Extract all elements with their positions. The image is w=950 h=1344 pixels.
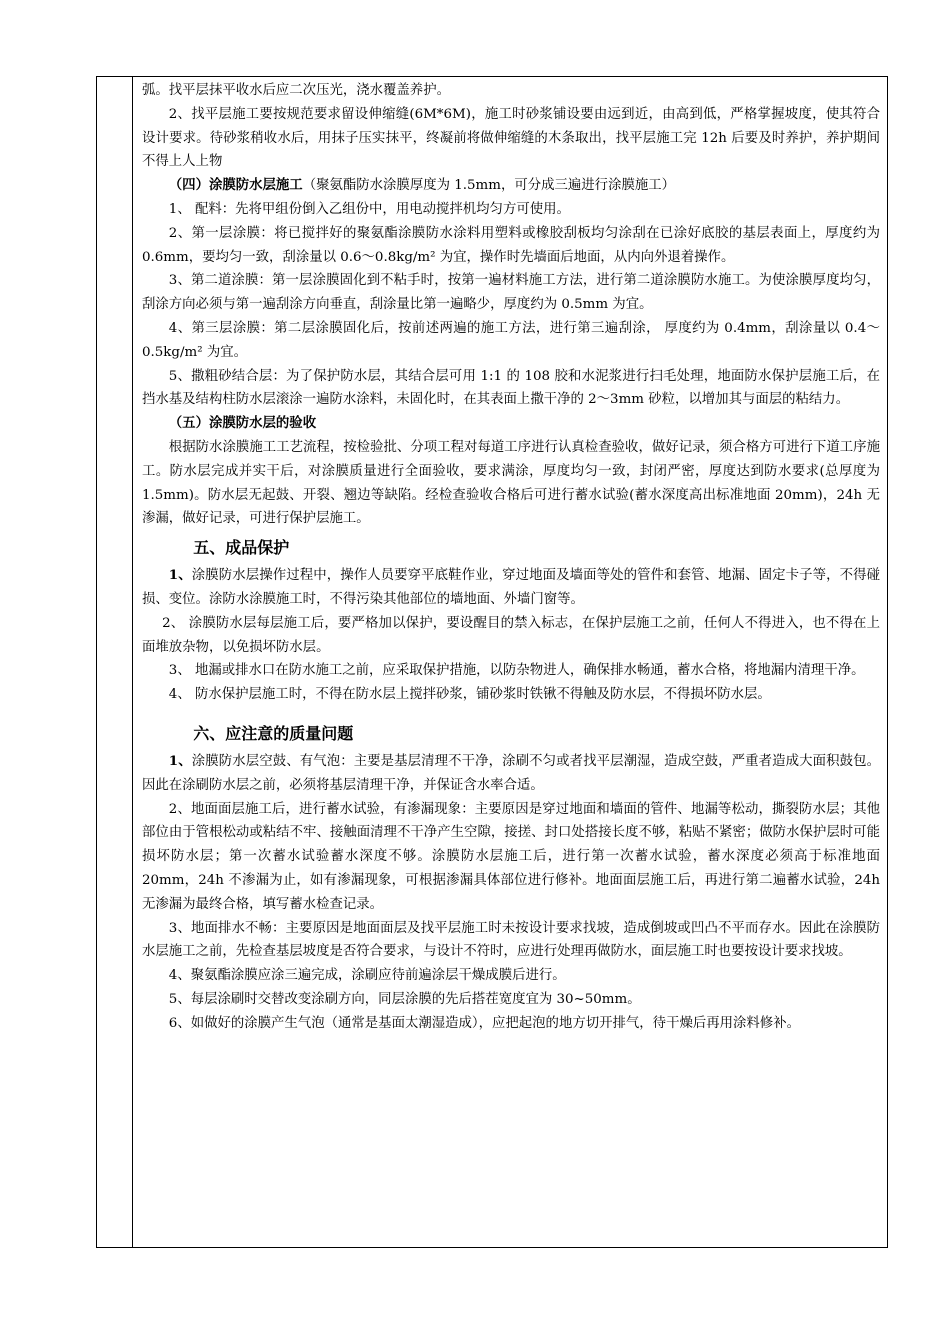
paragraph-issue-6: 6、如做好的涂膜产生气泡（通常是基面太潮湿造成），应把起泡的地方切开排气，待干燥后再用涂料修补。 — [168, 1015, 800, 1031]
paragraph-issue-1 — [142, 750, 880, 798]
paragraph-issue-2: 2、地面面层施工后，进行蓄水试验，有渗漏现象：主要原因是穿过地面和墙面的管件、地漏等松动，撕裂防水层；其他部位由于管根松动或粘结不牢、接触面清理不干净产生空隙，接搓、封口处搭接长度不够，粘贴不紧密；做防水保护层时可能损坏防水层；第一次蓄水试验蓄水深度不够。涂膜防水层施工后，进行第一次蓄水试验，蓄水深度必须高于标准地面 20mm，24h 不渗漏为止，如有渗漏现象，可根据渗漏具体部位进行修补。地面面层施工后，再进行第二遍蓄水试验，24h 无渗漏为最终合格，填写蓄水检查记录。 — [142, 801, 880, 912]
document-body — [142, 79, 880, 1035]
section-heading-product-protection: 五、成品保护 — [193, 538, 290, 558]
subheading-coating-construction — [142, 174, 880, 198]
paragraph-acceptance: 根据防水涂膜施工工艺流程，按检验批、分项工程对每道工序进行认真检查验收，做好记录，须合格方可进行下道工序施工。防水层完成并实干后，对涂膜质量进行全面验收，要求满涂，厚度均匀一致，封闭严密，厚度达到防水要求(总厚度为 1.5mm)。防水层无起鼓、开裂、翘边等缺陷。经检查验收合格后可进行蓄水试验(蓄水深度高出标准地面 20mm)，24h 无渗漏，做好记录，可进行保护层施工。 — [142, 439, 880, 527]
paragraph-leveling-joints: 2、找平层施工要按规范要求留设伸缩缝(6M*6M)，施工时砂浆铺设要由远到近，由高到低，严格掌握坡度，使其符合设计要求。待砂浆稍收水后，用抹子压实抹平，终凝前将做伸缩缝的木条取出，找平层施工完 12h 后要及时养护，养护期间不得上人上物 — [142, 106, 880, 170]
paragraph-sand-layer: 5、撒粗砂结合层：为了保护防水层，其结合层可用 1:1 的 108 胶和水泥浆进行扫毛处理，地面防水保护层施工后，在挡水基及结构柱防水层滚涂一遍防水涂料，未固化时，在其表面上撒干净的 2～3mm 砂粒，以增加其与面层的粘结力。 — [142, 368, 880, 408]
paragraph-protection-3: 3、 地漏或排水口在防水施工之前，应采取保护措施，以防杂物进人，确保排水畅通，蓄水合格，将地漏内清理干净。 — [168, 663, 865, 679]
section-heading-quality-issues: 六、应注意的质量问题 — [193, 723, 354, 743]
protection-1-text: 涂膜防水层操作过程中，操作人员要穿平底鞋作业，穿过地面及墙面等处的管件和套管、地漏、固定卡子等，不得碰损、变位。涂防水涂膜施工时，不得污染其他部位的墙地面、外墙门窗等。 — [142, 568, 880, 607]
paragraph-issue-5: 5、每层涂刷时交替改变涂刷方向，同层涂膜的先后搭茬宽度宜为 30~50mm。 — [168, 991, 641, 1007]
subheading-acceptance-title: （五）涂膜防水层的验收 — [168, 415, 317, 432]
paragraph-protection-4: 4、 防水保护层施工时，不得在防水层上搅拌砂浆，铺砂浆时铁锹不得触及防水层，不得损坏防水层。 — [168, 687, 771, 703]
paragraph-issue-4: 4、聚氨酯涂膜应涂三遍完成，涂刷应待前遍涂层干燥成膜后进行。 — [168, 968, 566, 984]
column-divider — [132, 76, 133, 1248]
paragraph-continuation: 弧。找平层抹平收水后应二次压光，浇水覆盖养护。 — [142, 83, 450, 98]
paragraph-first-coat: 2、第一层涂膜：将已搅拌好的聚氨酯涂膜防水涂料用塑料或橡胶刮板均匀涂刮在已涂好底胶的基层表面上，厚度约为 0.6mm，要均匀一致，刮涂量以 0.6～0.8kg/m² 为宜，操作时先墙面后地面，从内向外退着操作。 — [142, 225, 880, 265]
subheading-acceptance — [142, 412, 880, 436]
subheading-coating-title: （四）涂膜防水层施工 — [168, 177, 303, 194]
issue-1-number: 1、 — [168, 752, 192, 769]
subheading-coating-note: （聚氨酯防水涂膜厚度为 1.5mm，可分成三遍进行涂膜施工） — [302, 178, 676, 194]
paragraph-protection-1 — [142, 564, 880, 612]
paragraph-mixing: 1、 配料：先将甲组份倒入乙组份中，用电动搅拌机均匀方可使用。 — [168, 201, 570, 217]
paragraph-second-coat: 3、第二道涂膜：第一层涂膜固化到不粘手时，按第一遍材料施工方法，进行第二道涂膜防水施工。为使涂膜厚度均匀，刮涂方向必须与第一遍刮涂方向垂直，刮涂量比第一遍略少，厚度约为 0.5mm 为宜。 — [142, 273, 880, 313]
paragraph-issue-3: 3、地面排水不畅：主要原因是地面面层及找平层施工时未按设计要求找坡，造成倒坡或凹凸不平而存水。因此在涂膜防水层施工之前，先检查基层坡度是否符合要求，与设计不符时，应进行处理再做防水，面层施工时也要按设计要求找坡。 — [142, 920, 880, 960]
protection-1-number: 1、 — [168, 567, 192, 584]
paragraph-protection-2: 2、 涂膜防水层每层施工后，要严格加以保护，要设醒目的禁入标志，在保护层施工之前，任何人不得进入，也不得在上面堆放杂物，以免损坏防水层。 — [142, 615, 880, 655]
issue-1-text: 涂膜防水层空鼓、有气泡：主要是基层清理不干净，涂刷不匀或者找平层潮湿，造成空鼓，严重者造成大面积鼓包。因此在涂刷防水层之前，必须将基层清理干净，并保证含水率合适。 — [142, 753, 880, 793]
paragraph-third-coat: 4、第三层涂膜：第二层涂膜固化后，按前述两遍的施工方法，进行第三遍刮涂， 厚度约为 0.4mm，刮涂量以 0.4～0.5kg/m² 为宜。 — [142, 320, 880, 360]
